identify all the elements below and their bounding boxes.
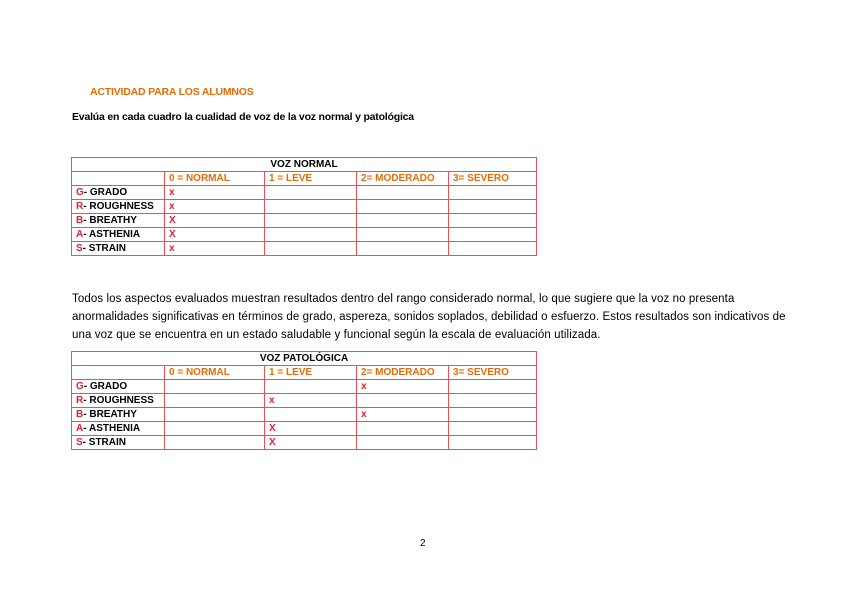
row-letter: B [76,215,84,226]
row-label [72,408,165,422]
column-header: 0 = NORMAL [165,366,265,380]
rating-cell [165,408,265,422]
rating-cell [449,436,537,450]
row-label [72,214,165,228]
normal-voice-table [71,157,537,256]
table-row [72,200,537,214]
row-letter: A [76,229,84,240]
corner-cell [72,366,165,380]
row-letter: A [76,423,84,434]
row-letter: B [76,409,84,420]
rating-cell [449,408,537,422]
rating-cell [165,422,265,436]
row-label [72,436,165,450]
table-row [72,186,537,200]
pathological-voice-table [71,351,537,450]
row-letter: G [76,381,84,392]
rating-cell [265,242,357,256]
rating-cell [449,200,537,214]
activity-heading: ACTIVIDAD PARA LOS ALUMNOS [90,86,254,98]
rating-cell [449,214,537,228]
rating-cell [357,214,449,228]
table-row [72,228,537,242]
row-letter: S [76,243,83,254]
row-label [72,186,165,200]
rating-cell: x [357,380,449,394]
rating-cell [165,394,265,408]
row-label [72,394,165,408]
row-letter: G [76,187,84,198]
rating-cell [165,380,265,394]
column-header: 3= SEVERO [449,366,537,380]
row-name: - ASTHENIA [83,229,141,240]
column-header: 2= MODERADO [357,366,449,380]
rating-cell [449,242,537,256]
rating-cell [265,228,357,242]
row-label [72,228,165,242]
rating-cell: x [357,408,449,422]
rating-cell [265,408,357,422]
table-row [72,380,537,394]
row-name: - ROUGHNESS [83,395,154,406]
rating-cell [357,200,449,214]
table-title: VOZ NORMAL [72,158,537,172]
rating-cell: X [165,228,265,242]
rating-cell [357,436,449,450]
rating-cell [265,380,357,394]
rating-cell: X [265,422,357,436]
table-title: VOZ PATOLÓGICA [72,352,537,366]
row-name: - BREATHY [83,409,137,420]
row-name: - GRADO [83,381,128,392]
table-row [72,394,537,408]
column-header: 3= SEVERO [449,172,537,186]
rating-cell [449,394,537,408]
rating-cell [357,394,449,408]
row-name: - STRAIN [82,243,127,254]
row-label [72,242,165,256]
row-label [72,422,165,436]
row-label [72,380,165,394]
rating-cell [357,422,449,436]
rating-cell [357,186,449,200]
column-header: 0 = NORMAL [165,172,265,186]
column-header: 1 = LEVE [265,172,357,186]
rating-cell [357,242,449,256]
corner-cell [72,172,165,186]
row-label [72,200,165,214]
table-row [72,436,537,450]
rating-cell [449,228,537,242]
rating-cell: X [265,436,357,450]
row-letter: S [76,437,83,448]
row-name: - BREATHY [83,215,137,226]
summary-paragraph: Todos los aspectos evaluados muestran resultados dentro del rango considerado normal, lo que sugiere que la voz no presenta anormalidades significativas en términos de grado, aspereza, sonidos soplados, debilidad o esfuerzo. Estos resultados son indicativos de una voz que se encuentra en un estado saludable y funcional según la escala de evaluación utilizada. [72,293,786,341]
page-number: 2 [420,538,426,549]
table-row [72,214,537,228]
rating-cell: x [165,186,265,200]
table-row [72,242,537,256]
rating-cell: X [165,214,265,228]
column-header: 2= MODERADO [357,172,449,186]
row-name: - GRADO [83,187,128,198]
rating-cell: x [265,394,357,408]
rating-cell [449,186,537,200]
instruction-text: Evalúa en cada cuadro la cualidad de voz de la voz normal y patológica [72,111,414,123]
rating-cell [265,186,357,200]
table-row [72,408,537,422]
row-letter: R [76,395,84,406]
row-name: - ROUGHNESS [83,201,154,212]
rating-cell [357,228,449,242]
row-name: - STRAIN [82,437,127,448]
row-letter: R [76,201,84,212]
rating-cell: x [165,200,265,214]
row-name: - ASTHENIA [83,423,141,434]
rating-cell [265,200,357,214]
column-header: 1 = LEVE [265,366,357,380]
rating-cell: x [165,242,265,256]
rating-cell [449,380,537,394]
rating-cell [449,422,537,436]
table-row [72,422,537,436]
rating-cell [265,214,357,228]
rating-cell [165,436,265,450]
